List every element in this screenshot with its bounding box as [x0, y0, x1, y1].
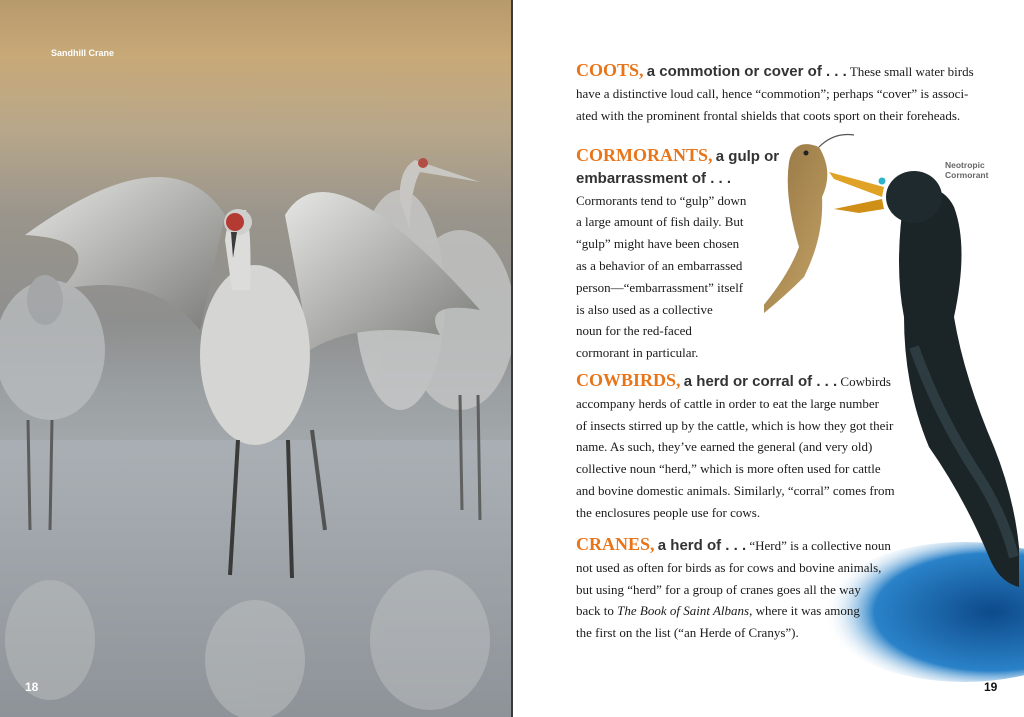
entry-line: the first on the list (“an Herde of Cranys”).: [576, 625, 799, 641]
entry-line: collective noun “herd,” which is more often used for cattle: [576, 461, 881, 477]
entry-text: These small water birds: [849, 64, 974, 79]
entry-line: and bovine domestic animals. Similarly, “corral” comes from: [576, 482, 895, 498]
entry-line: ated with the prominent frontal shields that coots sport on their foreheads.: [576, 107, 961, 123]
page-number-right: 19: [984, 680, 998, 694]
entry-text: Cowbirds: [840, 374, 891, 389]
entry-cowbirds: [576, 370, 906, 524]
page-number-left: 18: [25, 680, 39, 694]
entry-line: [576, 168, 776, 190]
entry-line: of insects stirred up by the cattle, which is how they got their: [576, 417, 894, 433]
entry-subheading-2: embarrassment of . . .: [576, 169, 732, 187]
entry-line: accompany herds of cattle in order to eat the large number: [576, 395, 879, 411]
entry-heading: COOTS,: [576, 60, 644, 80]
entry-text: “Herd” is a collective noun: [749, 538, 891, 553]
page-gutter: [511, 0, 513, 717]
entry-line: [576, 145, 780, 168]
entry-line: [576, 534, 891, 557]
entry-line: [576, 60, 976, 83]
entry-subheading: a gulp or: [715, 148, 780, 165]
entry-line: the enclosures people use for cows.: [576, 504, 761, 520]
entry-heading: COWBIRDS,: [576, 370, 681, 390]
entry-line: Cormorants tend to “gulp” down: [576, 192, 747, 208]
entry-coots: [576, 60, 976, 126]
crane-photo: [0, 0, 511, 717]
book-title: The Book of Saint Albans: [617, 603, 750, 619]
entry-line: name. As such, they’ve earned the general (and very old): [576, 439, 873, 455]
entry-text: , where it was among: [749, 603, 860, 619]
entry-line: a large amount of fish daily. But: [576, 214, 744, 230]
entry-line: cormorant in particular.: [576, 345, 699, 361]
entry-line: but using “herd” for a group of cranes goes all the way: [576, 581, 861, 597]
entry-line: not used as often for birds as for cows and bovine animals,: [576, 559, 882, 575]
entry-subheading: a herd of . . .: [657, 537, 747, 554]
entry-cormorants: [576, 145, 780, 364]
entry-line: noun for the red-faced: [576, 323, 692, 339]
entry-line: [576, 600, 886, 622]
entry-subheading: a herd or corral of . . .: [683, 373, 838, 390]
entry-cranes: [576, 534, 891, 644]
entry-heading: CORMORANTS,: [576, 145, 713, 165]
figure-label: Neotropic Cormorant: [945, 160, 989, 180]
entry-text: back to: [576, 603, 614, 619]
entry-line: [576, 370, 906, 393]
entry-heading: CRANES,: [576, 534, 655, 554]
entry-line: person—“embarrassment” itself: [576, 279, 744, 295]
sandhill-crane-illustration: [0, 0, 511, 717]
entry-line: have a distinctive loud call, hence “commotion”; perhaps “cover” is associ-: [576, 85, 969, 101]
photo-caption: Sandhill Crane: [51, 48, 115, 58]
entry-line: is also used as a collective: [576, 301, 713, 317]
entry-line: “gulp” might have been chosen: [576, 236, 740, 252]
entry-line: as a behavior of an embarrassed: [576, 257, 743, 273]
entry-subheading: a commotion or cover of . . .: [646, 63, 847, 80]
